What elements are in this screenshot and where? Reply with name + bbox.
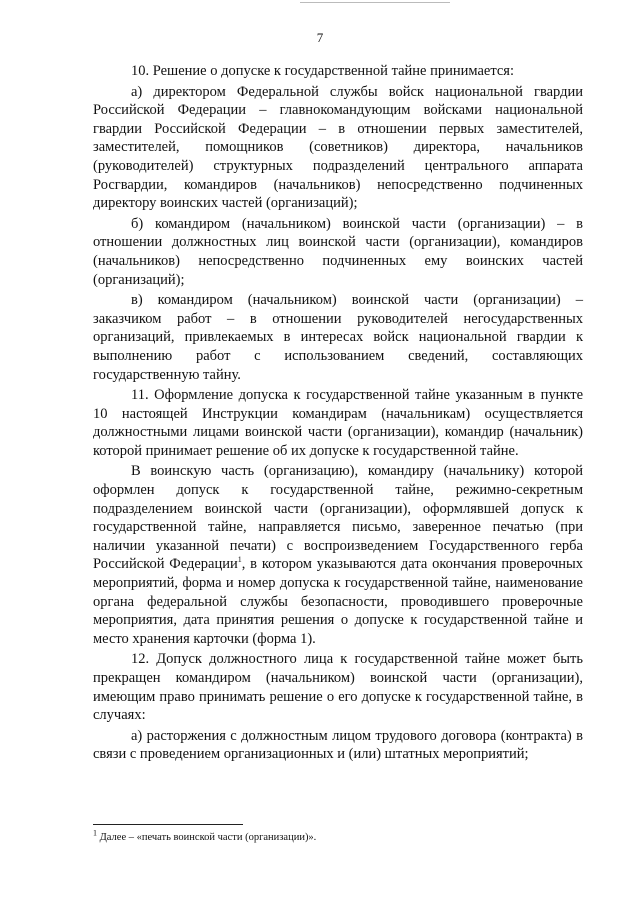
footnote-text: Далее – «печать воинской части (организации)». [97, 832, 317, 843]
paragraph-10: 10. Решение о допуске к государственной тайне принимается: [131, 63, 514, 79]
paragraph-12: 12. Допуск должностного лица к государственной тайне может быть прекращен командиром (начальником) воинской части (организации), имеющим право принимать решение о его допуске к государственной тайне, в случаях: [93, 651, 583, 724]
footnote-separator [93, 824, 243, 825]
paragraph-11-letter [93, 462, 583, 648]
paragraph-12a: а) расторжения с должностным лицом трудового договора (контракта) в связи с проведением организационных и (или) штатных мероприятий; [93, 727, 583, 763]
paragraph-10a: а) директором Федеральной службы войск национальной гвардии Российской Федерации – главнокомандующим войсками национальной гвардии Российской Федерации – в отношении первых заместителей, заместителей, помощников (советников) директора, начальников (руководителей) структурных подразделений центрального аппарата Росгвардии, командиров (начальников) непосредственно подчиненных директору воинских частей (организаций); [93, 83, 583, 212]
footnote [93, 828, 583, 844]
footnote-reference: 1 [237, 555, 242, 565]
page-number: 7 [316, 30, 324, 45]
top-divider [300, 2, 450, 3]
paragraph-10v: в) командиром (начальником) воинской части (организации) – заказчиком работ – в отношении руководителей негосударственных организаций, привлекаемых в интересах войск национальной гвардии к выполнению работ с использованием сведений, составляющих государственную тайну. [93, 292, 583, 383]
paragraph-11-letter-text-before: В воинскую часть (организацию), командиру (начальнику) которой оформлен допуск к государственной тайне, режимно-секретным подразделением воинской части (организации), оформлявшей допуск к государственной тайне, направляется письмо, заверенное печатью (при наличии указанной печати) с воспроизведением Государственного герба Российской Федерации [93, 463, 583, 573]
paragraph-11-letter-text-after: , в котором указываются дата окончания проверочных мероприятий, форма и номер допуска к государственной тайне, наименование органа федеральной службы безопасности, проводившего проверочные мероприятия, дата принятия решения о допуске к государственной тайне и место хранения карточки (форма 1). [93, 556, 583, 647]
footnote-mark: 1 [93, 828, 97, 838]
document-body [93, 62, 583, 764]
paragraph-11: 11. Оформление допуска к государственной тайне указанным в пункте 10 настоящей Инструкции командирам (начальникам) осуществляется должностными лицами воинской части (организации), командир (начальник) которой принимает решение об их допуске к государственной тайне. [93, 387, 583, 459]
paragraph-10b: б) командиром (начальником) воинской части (организации) – в отношении должностных лиц воинской части (организации), командиров (начальников) непосредственно подчиненных ему воинских частей (организаций); [93, 215, 583, 288]
